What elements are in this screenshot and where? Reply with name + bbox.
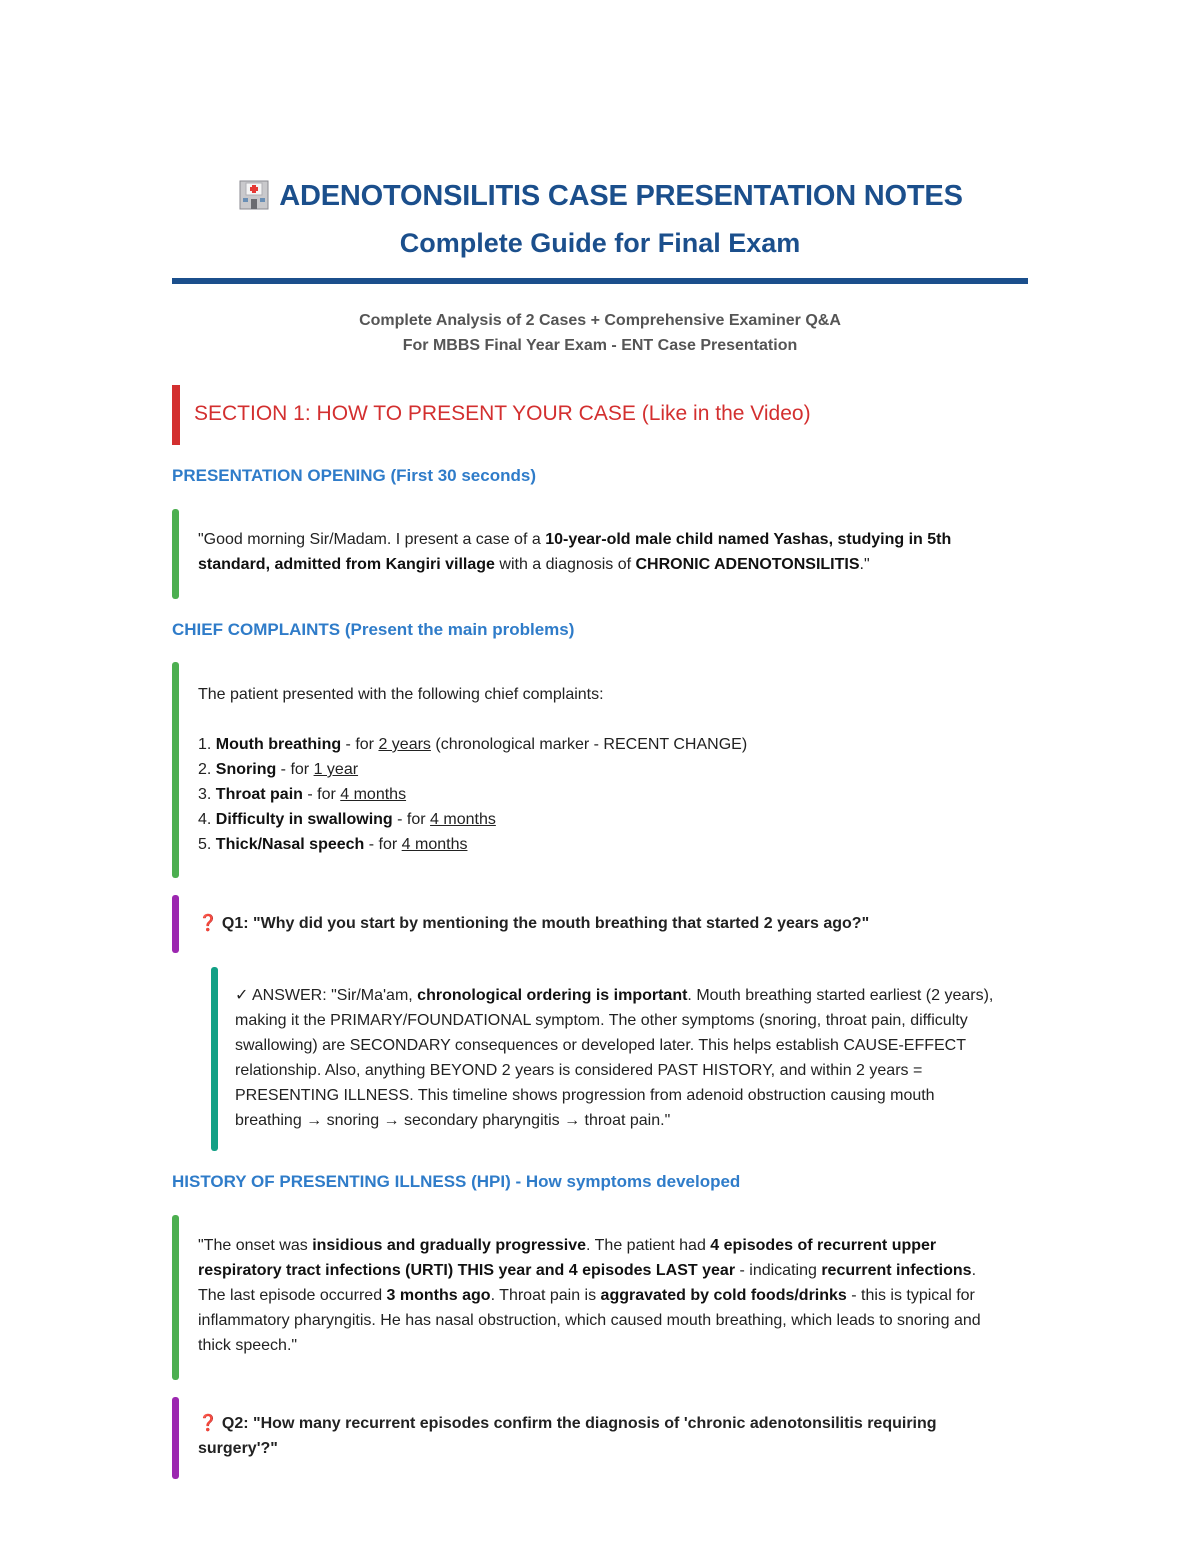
q1-question: ❓ Q1: "Why did you start by mentioning the mouth breathing that started 2 years ago?": [198, 915, 870, 932]
complaint-item: 4. Difficulty in swallowing - for 4 months: [198, 811, 496, 828]
quote-accent-bar: [172, 509, 179, 599]
q1-answer-text: ✓ ANSWER: "Sir/Ma'am, chronological ordering is important. Mouth breathing started earliest (2 years), making it the PRIMARY/FOUNDATIONAL symptom. The other symptoms (snoring, throat pain, difficulty swallowing) are SECONDARY consequences or developed later. This helps establish CAUSE-EFFECT relationship. Also, anything BEYOND 2 years is considered PAST HISTORY, and within 2 years = PRESENTING ILLNESS. This timeline shows progression from adenoid obstruction causing mouth breathing → snoring → secondary pharyngitis → throat pain.": [235, 987, 994, 1129]
q1-answer-box: [211, 967, 1002, 1151]
question-mark-icon: ❓: [198, 915, 218, 932]
intro-line-2: For MBBS Final Year Exam - ENT Case Presentation: [402, 337, 798, 354]
title-text: ADENOTONSILITIS CASE PRESENTATION NOTES: [279, 180, 963, 212]
hpi-text: "The onset was insidious and gradually progressive. The patient had 4 episodes of recurrent upper respiratory tract infections (URTI) THIS year and 4 episodes LAST year - indicating recurrent infections. The last episode occurred 3 months ago. Throat pain is aggravated by cold foods/drinks - this is typical for inflammatory pharyngitis. He has nasal obstruction, which caused mouth breathing, which leads to snoring and thick speech.": [198, 1237, 981, 1354]
section-accent-bar: [172, 385, 180, 445]
q2-question: ❓ Q2: "How many recurrent episodes confirm the diagnosis of 'chronic adenotonsilitis requiring surgery'?": [198, 1415, 937, 1457]
complaint-item: 5. Thick/Nasal speech - for 4 months: [198, 836, 468, 853]
intro-block: [172, 308, 1028, 358]
complaints-lead: The patient presented with the following chief complaints:: [198, 686, 604, 703]
complaint-list: [198, 732, 1002, 857]
complaints-accent-bar: [172, 662, 179, 878]
question-accent-bar: [172, 1397, 179, 1479]
section-1-title: SECTION 1: HOW TO PRESENT YOUR CASE (Like in the Video): [194, 402, 811, 425]
question-mark-icon: ❓: [198, 1415, 218, 1432]
complaints-box: [172, 662, 1002, 878]
hpi-box: [172, 1215, 1002, 1380]
document-title: [172, 176, 1028, 216]
complaint-item: 3. Throat pain - for 4 months: [198, 786, 407, 803]
opening-quote-box: [172, 509, 1002, 599]
answer-accent-bar: [211, 967, 218, 1151]
opening-heading: PRESENTATION OPENING (First 30 seconds): [172, 466, 536, 485]
hospital-icon: [237, 177, 271, 211]
title-divider: [172, 278, 1028, 284]
q1-box: [172, 895, 1002, 953]
opening-quote-text: "Good morning Sir/Madam. I present a case of a 10-year-old male child named Yashas, studying in 5th standard, admitted from Kangiri village with a diagnosis of CHRONIC ADENOTONSILITIS.": [198, 531, 952, 573]
complaints-heading: CHIEF COMPLAINTS (Present the main problems): [172, 620, 575, 639]
hpi-accent-bar: [172, 1215, 179, 1380]
complaint-item: 1. Mouth breathing - for 2 years (chronological marker - RECENT CHANGE): [198, 736, 748, 753]
complaint-item: 2. Snoring - for 1 year: [198, 761, 359, 778]
intro-line-1: Complete Analysis of 2 Cases + Comprehensive Examiner Q&A: [359, 312, 841, 329]
q2-box: [172, 1397, 1002, 1479]
question-accent-bar: [172, 895, 179, 953]
complaints-text: [198, 682, 1002, 857]
hpi-heading: HISTORY OF PRESENTING ILLNESS (HPI) - How symptoms developed: [172, 1172, 741, 1191]
document-subtitle: Complete Guide for Final Exam: [399, 228, 801, 258]
